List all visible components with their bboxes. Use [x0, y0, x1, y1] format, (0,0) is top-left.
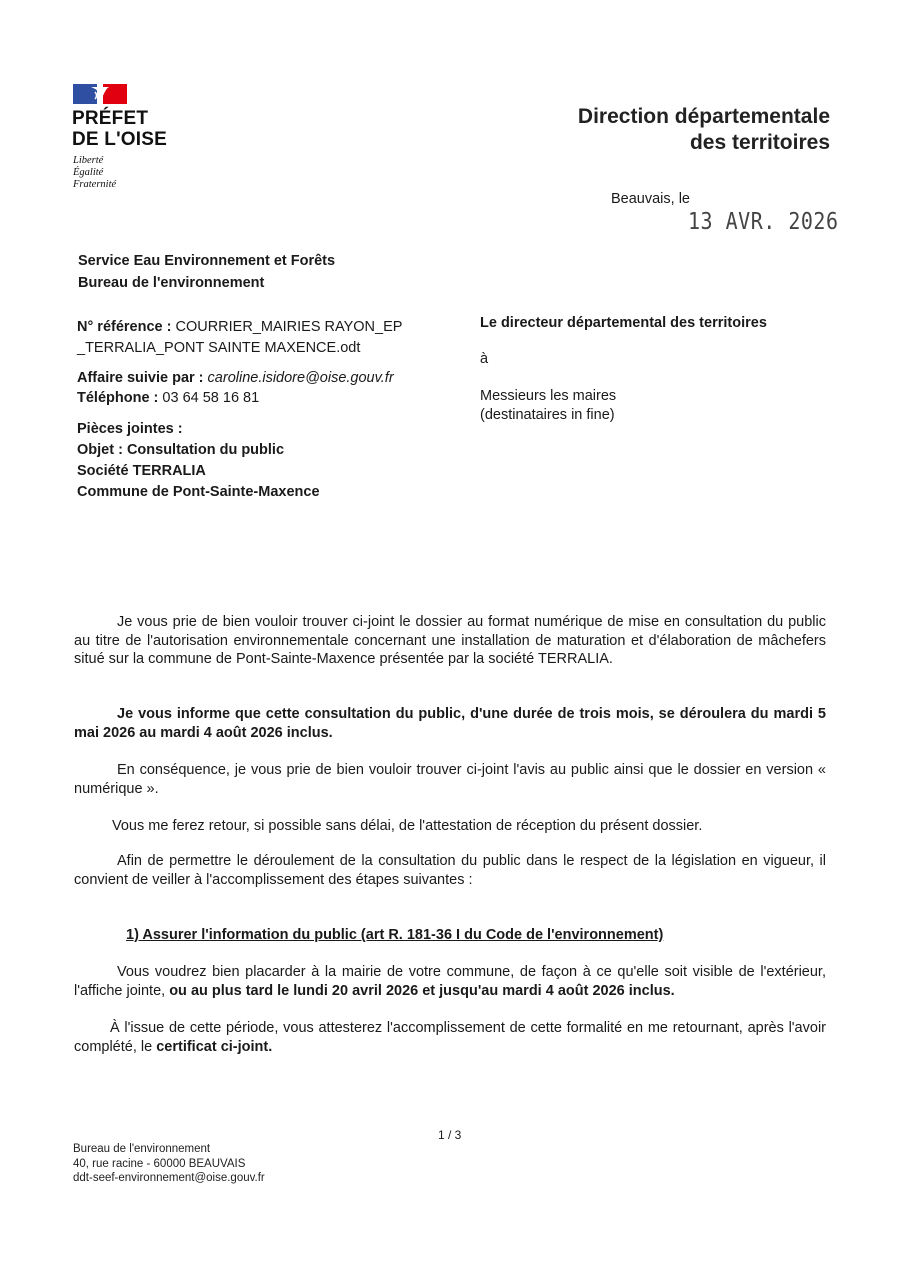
marianne-flag-icon [73, 84, 127, 104]
paragraph-7-end: . [268, 1038, 273, 1055]
paragraph-6-text: Vous voudrez bien placarder à la mairie de votre commune, de façon à ce qu'elle soit visible de l'extérieur, l'affiche jointe, [74, 964, 826, 999]
object-line [77, 440, 284, 461]
phone-value: 03 64 58 16 81 [162, 390, 260, 406]
paragraph-5: Afin de permettre le déroulement de la consultation du public dans le respect de la législation en vigueur, il convient de veiller à l'accomplissement des étapes suivantes : [74, 853, 826, 888]
motto-egalite: Égalité [73, 167, 104, 178]
reference-line-1 [77, 317, 402, 338]
paragraph-7-text: À l'issue de cette période, vous attesterez l'accomplissement de cette formalité en me retournant, après l'avoir complété, le [74, 1020, 826, 1055]
paragraph-6-dates: ou au plus tard le lundi 20 avril 2026 et jusqu'au mardi 4 août 2026 inclus. [169, 982, 675, 999]
reference-value-2: _TERRALIA_PONT SAINTE MAXENCE.odt [77, 340, 361, 356]
paragraph-7-certificate: certificat ci-joint [156, 1038, 269, 1055]
date-stamp: 13 AVR. 2026 [688, 207, 839, 235]
reference-value-1: COURRIER_MAIRIES RAYON_EP [175, 319, 403, 335]
object-value: Consultation du public [126, 442, 285, 458]
commune-name: Commune de Pont-Sainte-Maxence [77, 484, 320, 500]
logo-line-oise: DE L'OISE [72, 129, 168, 150]
service-name: Service Eau Environnement et Forêts [78, 253, 336, 269]
attachments-label: Pièces jointes : [77, 421, 183, 437]
followed-by-email[interactable]: caroline.isidore@oise.gouv.fr [207, 370, 394, 386]
phone-label: Téléphone : [77, 390, 159, 406]
bureau-name: Bureau de l'environnement [78, 275, 265, 291]
motto-fraternite: Fraternité [73, 179, 117, 190]
direction-line-1: Direction départementale [577, 105, 830, 128]
followed-by-line [77, 368, 394, 389]
followed-by-label: Affaire suivie par : [77, 370, 204, 386]
recipient-line-1: Messieurs les maires [480, 388, 617, 404]
motto-liberte: Liberté [73, 155, 104, 166]
footer-email[interactable]: ddt-seef-environnement@oise.gouv.fr [73, 1172, 265, 1184]
logo-line-prefet: PRÉFET [72, 108, 149, 129]
object-label: Objet : [77, 442, 123, 458]
place-label: Beauvais, le [611, 191, 690, 207]
paragraph-7 [74, 1019, 826, 1056]
sender-title: Le directeur départemental des territoires [480, 315, 767, 331]
page-number: 1 / 3 [438, 1128, 462, 1142]
paragraph-3: En conséquence, je vous prie de bien vouloir trouver ci-joint l'avis au public ainsi que le dossier en version « numérique ». [74, 762, 826, 797]
footer-line-2: 40, rue racine - 60000 BEAUVAIS [73, 1157, 246, 1170]
direction-line-2: des territoires [689, 131, 830, 154]
to-label: à [480, 351, 489, 367]
paragraph-2: Je vous informe que cette consultation du public, d'une durée de trois mois, se déroulera du mardi 5 mai 2026 au mardi 4 août 2026 inclus. [74, 706, 826, 741]
paragraph-6 [74, 963, 826, 1000]
paragraph-4: Vous me ferez retour, si possible sans délai, de l'attestation de réception du présent dossier. [112, 818, 703, 834]
phone-line [77, 388, 259, 409]
section-heading-1: 1) Assurer l'information du public (art R. 181-36 I du Code de l'environnement) [126, 927, 664, 943]
direction-title [578, 104, 830, 156]
recipient-line-2: (destinataires in fine) [480, 407, 615, 423]
footer-line-1: Bureau de l'environnement [73, 1143, 211, 1155]
reference-label: N° référence : [77, 319, 172, 335]
footer [73, 1142, 265, 1186]
company-name: Société TERRALIA [77, 463, 206, 479]
paragraph-1: Je vous prie de bien vouloir trouver ci-joint le dossier au format numérique de mise en consultation du public au titre de l'autorisation environnementale concernant une installation de maturation et d'élaboration de mâchefers situé sur la commune de Pont-Sainte-Maxence présentée par la société TERRALIA. [74, 614, 826, 667]
